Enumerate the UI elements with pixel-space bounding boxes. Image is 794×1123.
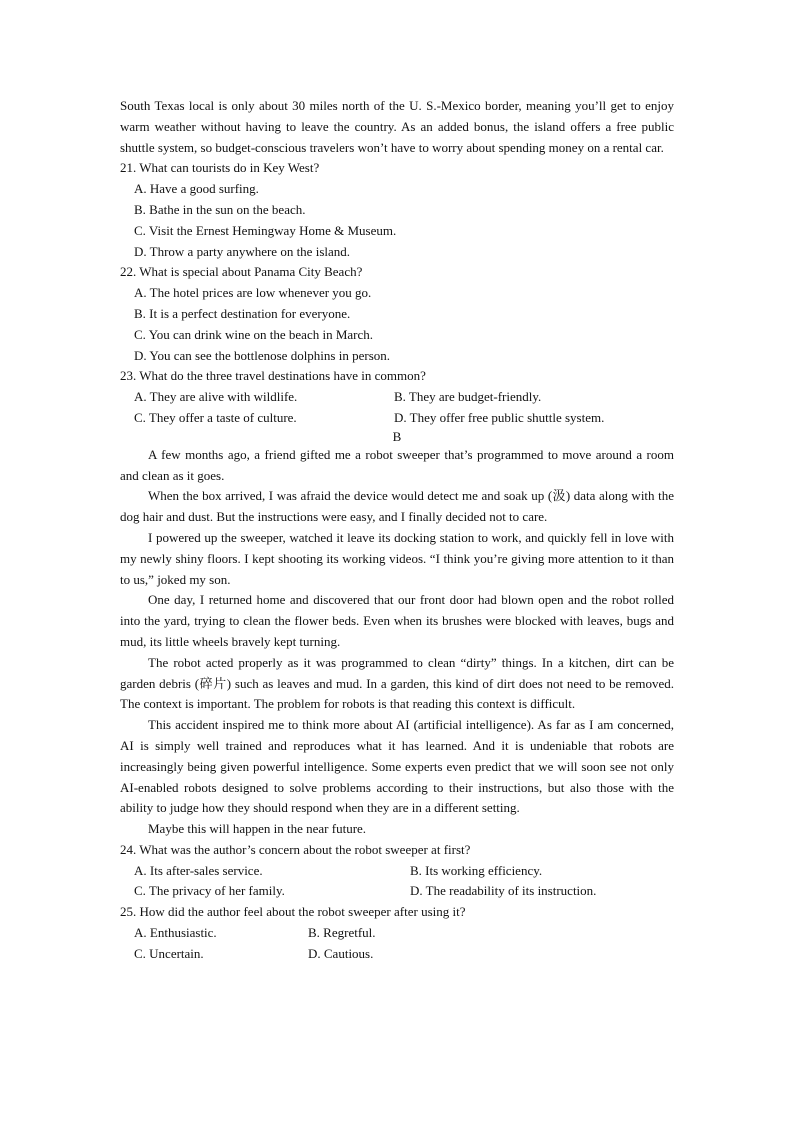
- option-row: [120, 944, 674, 965]
- passage-a-ending: South Texas local is only about 30 miles north of the U. S.-Mexico border, meaning you’ll get to enjoy warm weather without having to leave the country. As an added bonus, the island offers a free public shuttle system, so budget-conscious travelers won’t have to worry about spending money on a rental car.: [120, 98, 674, 155]
- passage-b: [120, 445, 674, 840]
- option-a: A. They are alive with wildlife.: [134, 389, 298, 405]
- question-stem: 25. How did the author feel about the robot sweeper after using it?: [120, 904, 466, 920]
- option-b: B. It is a perfect destination for everyone.: [134, 305, 351, 321]
- paragraph: This accident inspired me to think more about AI (artificial intelligence). As far as I am concerned, AI is simply well trained and reproduces what it has learned. And it is undeniable that robots are increasingly being given powerful intelligence. Some experts even predict that we will soon see not only AI-enabled robots designed to solve problems according to their instructions, but also those with the ability to judge how they should respond when they are in a different setting.: [120, 717, 674, 816]
- question-25: [120, 902, 674, 964]
- option-a: A. Its after-sales service.: [134, 862, 263, 878]
- option-c: C. Visit the Ernest Hemingway Home & Museum.: [134, 222, 397, 238]
- question-stem: 22. What is special about Panama City Beach?: [120, 264, 363, 280]
- paragraph: When the box arrived, I was afraid the device would detect me and soak up (汲) data along with the dog hair and dust. But the instructions were easy, and I finally decided not to care.: [120, 488, 674, 525]
- option-a: A. Have a good surfing.: [134, 181, 259, 197]
- paragraph: Maybe this will happen in the near future.: [148, 821, 367, 837]
- option-row: [120, 881, 674, 902]
- question-stem: 24. What was the author’s concern about the robot sweeper at first?: [120, 841, 471, 857]
- paragraph: The robot acted properly as it was programmed to clean “dirty” things. In a kitchen, dirt can be garden debris (碎片) such as leaves and mud. In a garden, this kind of dirt does not need to be removed. The context is important. The problem for robots is that reading this context is difficult.: [120, 654, 674, 712]
- option-c: C. They offer a taste of culture.: [134, 409, 297, 425]
- option-row: [120, 861, 674, 882]
- paragraph: One day, I returned home and discovered that our front door had blown open and the robot rolled into the yard, trying to clean the flower beds. Even when its brushes were blocked with leaves, bugs and mud, its little wheels bravely kept turning.: [120, 592, 674, 649]
- paragraph: A few months ago, a friend gifted me a robot sweeper that’s programmed to move around a room and clean as it goes.: [120, 446, 674, 483]
- question-stem: 21. What can tourists do in Key West?: [120, 160, 320, 176]
- option-d: D. Cautious.: [308, 945, 374, 961]
- option-b: B. They are budget-friendly.: [394, 389, 542, 405]
- option-row: [120, 408, 674, 429]
- option-a: A. The hotel prices are low whenever you go.: [134, 285, 372, 301]
- option-b: B. Bathe in the sun on the beach.: [134, 201, 306, 217]
- option-a: A. Enthusiastic.: [134, 925, 217, 941]
- paragraph: I powered up the sweeper, watched it leave its docking station to work, and quickly fell in love with my newly shiny floors. I kept shooting its working videos. “I think you’re giving more attention to it than to us,” joked my son.: [120, 529, 674, 587]
- option-d: D. The readability of its instruction.: [410, 883, 597, 899]
- page-content: [120, 96, 674, 965]
- question-22: [120, 262, 674, 366]
- option-row: [120, 923, 674, 944]
- option-c: C. The privacy of her family.: [134, 883, 285, 899]
- option-d: D. Throw a party anywhere on the island.: [134, 243, 351, 259]
- section-b-heading: B: [392, 428, 402, 444]
- question-23: [120, 366, 674, 428]
- option-d: D. They offer free public shuttle system.: [394, 409, 605, 425]
- option-c: C. You can drink wine on the beach in March.: [134, 326, 374, 342]
- option-b: B. Regretful.: [308, 925, 376, 941]
- question-21: [120, 158, 674, 262]
- option-c: C. Uncertain.: [134, 945, 204, 961]
- option-d: D. You can see the bottlenose dolphins in person.: [134, 347, 391, 363]
- option-row: [120, 387, 674, 408]
- question-24: [120, 840, 674, 902]
- option-b: B. Its working efficiency.: [410, 862, 543, 878]
- question-stem: 23. What do the three travel destinations have in common?: [120, 368, 426, 384]
